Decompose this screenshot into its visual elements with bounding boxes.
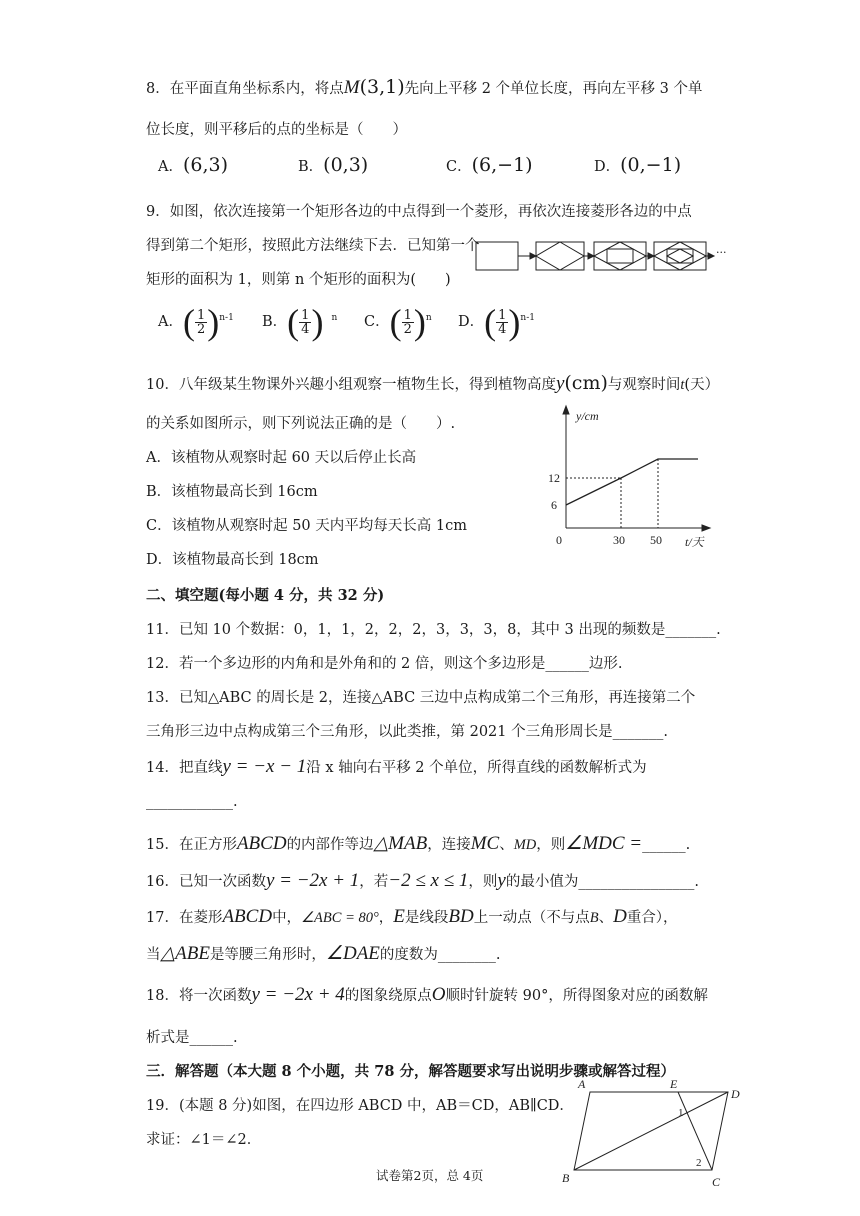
q12: 12．若一个多边形的内角和是外角和的 2 倍，则这个多边形是______边形. (146, 656, 623, 672)
q9-option-a-den: 2 (196, 321, 206, 337)
q10-growth-line (566, 459, 698, 505)
q16-text-a: 16．已知一次函数 (146, 874, 266, 890)
q19-angle-2: 2 (696, 1157, 702, 1169)
q16-y: y (497, 870, 506, 891)
q9-rect-4 (654, 242, 706, 270)
q16-text-c: ，则 (468, 874, 498, 890)
q10-text-b: 与观察时间 (607, 377, 681, 393)
q15 (146, 832, 690, 855)
q9-option-a[interactable]: A．( $\frac{1}{2}$ )$^{n-1}$ (158, 302, 234, 342)
q14-blank: ____________. (146, 794, 238, 810)
q10-text-c: (天） (684, 377, 720, 393)
q9-option-b-label: B． (262, 314, 288, 330)
q19-line1: 19．(本题 8 分)如图，在四边形 ABCD 中，AB＝CD，AB∥CD． (146, 1098, 574, 1114)
q9-option-d-num: 1 (498, 307, 507, 323)
q17-dae: ∠DAE (325, 943, 380, 964)
q8-option-b-value: (0,3) (323, 154, 369, 176)
q19-segment-ec (678, 1092, 712, 1170)
q17-text-c: ， (378, 910, 394, 926)
q8-option-c[interactable] (446, 154, 533, 176)
q9-option-c-num: 1 (403, 307, 412, 323)
q8-option-d[interactable] (594, 154, 681, 176)
q15-text-c: ，连接 (427, 837, 471, 853)
q9-inner-rect-3 (607, 249, 633, 263)
q11: 11．已知 10 个数据：0，1，1，2，2，2，3，3，3，8，其中 3 出现的频数是_______. (146, 622, 721, 638)
q17-text-2c: 的度数为________. (379, 947, 501, 963)
q19-label-b: B (562, 1171, 570, 1185)
q17-text-h: 重合）， (626, 910, 678, 926)
q10-t-symbol: t (680, 377, 685, 393)
q18-text-b: 的图象绕原点 (344, 988, 432, 1004)
q9-option-b-num: 1 (301, 307, 310, 323)
q19-label-a: A (578, 1077, 586, 1091)
q17-text-2b: 是等腰三角形时， (209, 947, 326, 963)
q10-x-label: t/天 (685, 535, 704, 549)
q9-line1: 9．如图，依次连接第一个矩形各边的中点得到一个菱形，再依次连接菱形各边的中点 (146, 204, 692, 220)
q9-option-d[interactable]: D．( $\frac{1}{4}$ )$^{n-1}$ (458, 302, 535, 342)
q8-option-b-label: B． (298, 159, 324, 175)
q8-option-d-label: D． (594, 159, 621, 175)
q9-rect-1 (476, 242, 518, 270)
q15-md: MD (513, 837, 537, 853)
section3-heading: 三．解答题（本大题 8 个小题，共 78 分，解答题要求写出说明步骤或解答过程） (146, 1063, 675, 1080)
q18-function: y = −2x + 4 (251, 984, 345, 1005)
q8-option-c-value: (6,−1) (471, 154, 533, 176)
q10-ytick-6: 6 (551, 498, 557, 512)
q17-e: E (393, 906, 405, 927)
q17-text-2a: 当 (146, 947, 161, 963)
q8-option-b[interactable] (298, 154, 368, 176)
q19-line2: 求证：∠1＝∠2． (146, 1132, 262, 1148)
q16-range: −2 ≤ x ≤ 1 (388, 870, 469, 891)
q9-option-d-exp: n-1 (520, 313, 535, 324)
q14-line1 (146, 756, 647, 778)
q9-line2: 得到第二个矩形，按照此方法继续下去．已知第一个 (146, 238, 480, 254)
q18-o: O (431, 984, 446, 1005)
q8-option-a-value: (6,3) (182, 154, 229, 176)
q15-angle: ∠MDC = (565, 833, 643, 854)
q18-line2: 析式是______. (146, 1030, 238, 1046)
q9-option-c-den: 2 (403, 321, 412, 337)
q9-option-b-exp: n (331, 313, 338, 324)
q8-line1 (146, 76, 703, 99)
q8-line2: 位长度，则平移后的点的坐标是（ ） (146, 122, 407, 138)
q18-text-c: 顺时针旋转 90°，所得图象对应的函数解 (445, 988, 708, 1004)
q17-text-b: 中， (272, 910, 302, 926)
q15-text-b: 的内部作等边 (286, 837, 374, 853)
q15-text-d: 、 (499, 837, 514, 853)
q8-option-a[interactable] (158, 154, 228, 176)
q8-option-c-label: C． (446, 159, 472, 175)
q17-b: B (589, 910, 599, 926)
q9-option-c-exp: n (425, 313, 432, 324)
q8-point-m: M (343, 77, 360, 98)
q17-line1 (146, 906, 678, 928)
q9-option-b[interactable]: B．( $\frac{1}{4}$ ) $^n$ (262, 302, 338, 342)
q19-angle-1: 1 (678, 1107, 684, 1119)
q17-text-g: 、 (598, 910, 614, 926)
q8-coords: (3,1) (359, 76, 405, 98)
q17-d: D (613, 906, 627, 927)
q9-option-a-label: A． (158, 314, 183, 330)
q15-abcd: ABCD (236, 833, 287, 854)
q9-option-c-label: C． (364, 314, 390, 330)
q9-ellipsis: ··· (716, 246, 727, 259)
q19-quadrilateral-figure (560, 1074, 750, 1192)
q9-option-b-den: 4 (301, 321, 310, 337)
q19-diagonal-bd (574, 1092, 728, 1170)
q9-option-d-label: D． (458, 314, 485, 330)
q10-origin: 0 (556, 533, 562, 547)
q9-option-a-num: 1 (196, 307, 206, 323)
section2-heading: 二、填空题(每小题 4 分，共 32 分) (146, 587, 385, 604)
q18-text-a: 18．将一次函数 (146, 988, 252, 1004)
q16-function: y = −2x + 1 (265, 870, 360, 891)
q10-line2: 的关系如图所示，则下列说法正确的是（ ）. (146, 416, 456, 432)
q17-text-a: 17．在菱形 (146, 910, 223, 926)
q10-option-d[interactable]: D．该植物最高长到 18cm (146, 552, 319, 568)
q10-xtick-50: 50 (650, 533, 662, 547)
q10-y-symbol: y (555, 373, 565, 394)
q10-line1 (146, 372, 719, 395)
q9-rhombus-2 (536, 242, 584, 270)
q16 (146, 870, 699, 892)
q9-option-d-den: 4 (498, 321, 507, 337)
q10-option-c[interactable]: C．该植物从观察时起 50 天内平均每天长高 1cm (146, 518, 467, 534)
q8-text-b: 先向上平移 2 个单位长度，再向左平移 3 个单 (404, 81, 703, 97)
q16-text-d: 的最小值为________________. (505, 874, 699, 890)
q17-line2 (146, 942, 501, 965)
q10-option-a[interactable]: A．该植物从观察时起 60 天以后停止长高 (146, 450, 417, 466)
q19-label-c: C (712, 1175, 721, 1189)
q17-abe: △ABE (160, 943, 210, 964)
q16-text-b: ，若 (359, 874, 389, 890)
q15-mc: MC (470, 833, 500, 854)
q9-option-c[interactable]: C．( $\frac{1}{2}$ )$^n$ (364, 302, 432, 342)
q8-option-d-value: (0,−1) (620, 154, 682, 176)
q17-abcd: ABCD (222, 906, 273, 927)
q18-line1 (146, 984, 708, 1006)
q8-option-a-label: A． (158, 159, 183, 175)
q9-rectangle-sequence-figure (474, 238, 734, 274)
q15-blank: ______. (642, 837, 691, 853)
q15-mab: △MAB (373, 833, 428, 854)
q9-rect-2 (536, 242, 584, 270)
q19-label-d: D (731, 1087, 740, 1101)
q10-option-b[interactable]: B．该植物最高长到 16cm (146, 484, 318, 500)
q10-y-label: y/cm (576, 409, 599, 423)
q14-text-b: 沿 x 轴向右平移 2 个单位，所得直线的函数解析式为 (306, 760, 647, 776)
q10-ytick-12: 12 (548, 471, 560, 485)
q17-text-d: 是线段 (404, 910, 449, 926)
q9-rect-3 (594, 242, 646, 270)
q13-line1: 13．已知△ABC 的周长是 2，连接△ABC 三边中点构成第二个三角形，再连接第二个 (146, 690, 696, 706)
q15-text-a: 15．在正方形 (146, 837, 237, 853)
q10-growth-graph (548, 404, 718, 554)
page-footer: 试卷第2页，总 4页 (376, 1168, 484, 1183)
q8-text-a: 8．在平面直角坐标系内，将点 (146, 81, 344, 97)
q13-line2: 三角形三边中点构成第三个三角形，以此类推，第 2021 个三角形周长是_______. (146, 724, 668, 740)
q17-angle: ∠ABC = 80° (301, 910, 379, 926)
q14-formula: y = −x − 1 (222, 756, 307, 777)
q9-option-a-exp: n-1 (219, 313, 234, 324)
q19-label-e: E (670, 1077, 678, 1091)
q9-line3: 矩形的面积为 1，则第 n 个矩形的面积为( ) (146, 272, 451, 288)
q10-text-a: 10．八年级某生物课外兴趣小组观察一植物生长，得到植物高度 (146, 377, 556, 393)
q14-text-a: 14．把直线 (146, 760, 223, 776)
q10-y-unit: (cm) (564, 372, 608, 394)
q10-xtick-30: 30 (613, 533, 625, 547)
q17-text-f: 上一动点（不与点 (473, 910, 590, 926)
q17-bd: BD (448, 906, 474, 927)
q15-text-e: ，则 (536, 837, 566, 853)
